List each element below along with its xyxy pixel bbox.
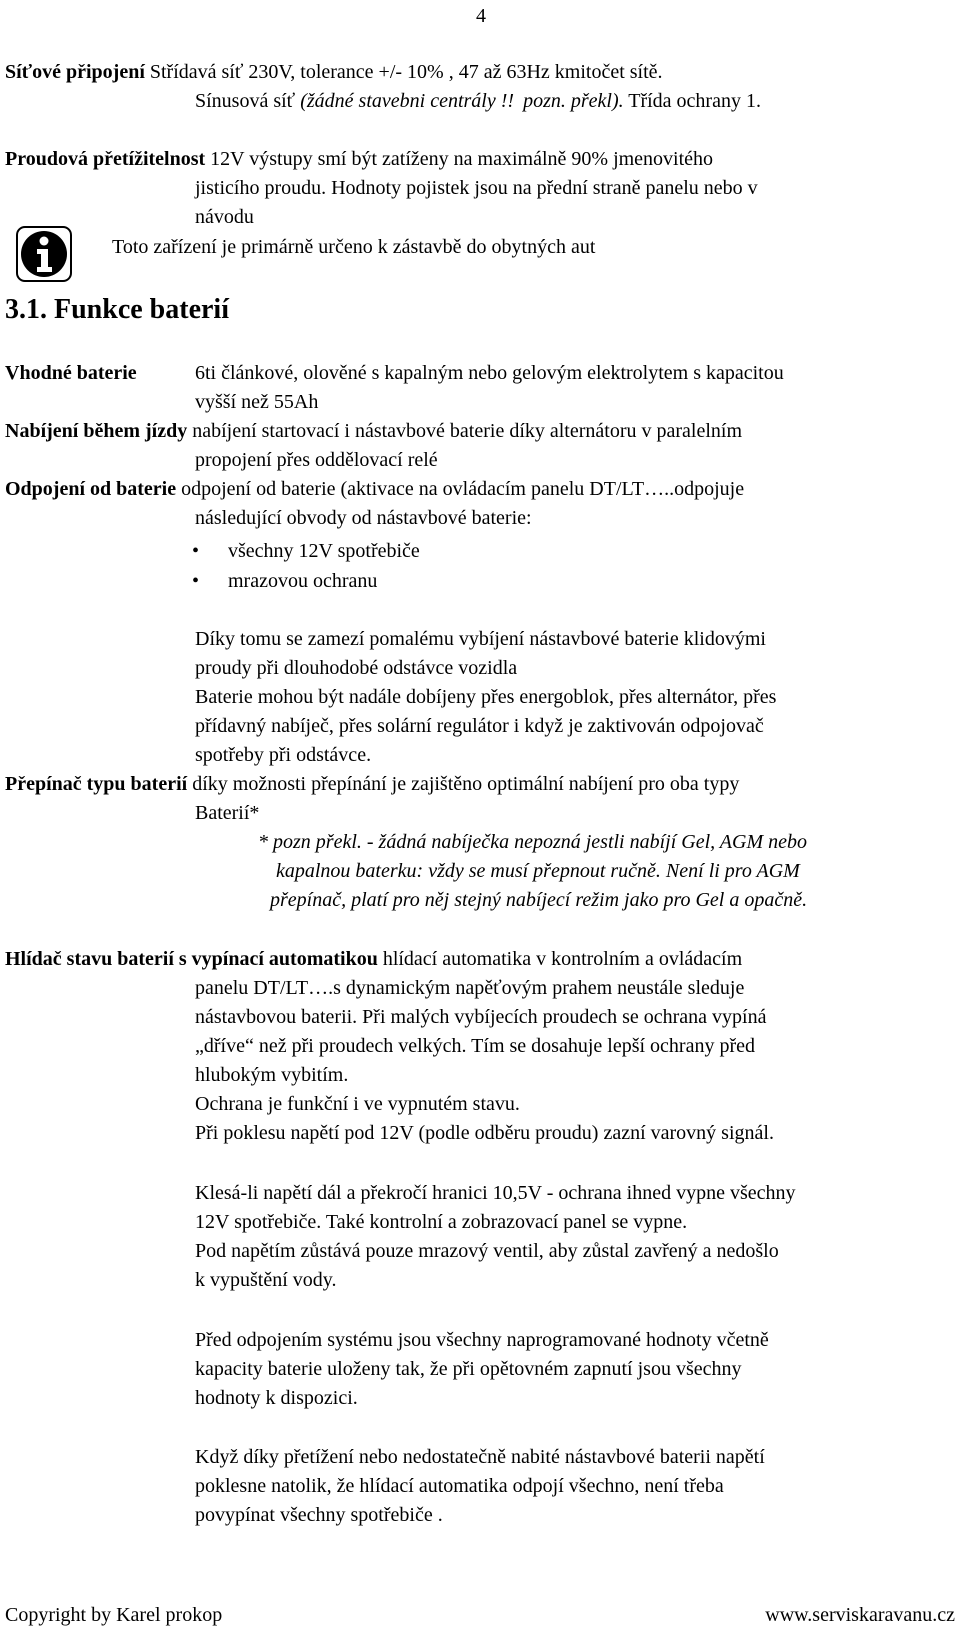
list-item: všechny 12V spotřebiče [228, 540, 420, 562]
info-icon [15, 225, 73, 283]
list-item: mrazovou ochranu [228, 570, 378, 592]
site-connection-label: Síťové připojení [5, 61, 145, 83]
monitor-para-4-line-2: poklesne natolik, že hlídací automatika odpojí všechno, není třeba [195, 1475, 724, 1497]
bullet-icon: • [192, 540, 200, 562]
charging-label: Nabíjení během jízdy [5, 420, 188, 442]
monitor-label: Hlídač stavu baterií s vypínací automatikou [5, 948, 378, 970]
monitor-para-3-line-3: hodnoty k dispozici. [195, 1387, 358, 1409]
page-number: 4 [476, 5, 486, 27]
charging-line-2: propojení přes oddělovací relé [195, 449, 438, 471]
monitor-line-3: nástavbovou baterii. Při malých vybíjecích proudech se ochrana vypíná [195, 1006, 767, 1028]
disconnect-para-2-line-3: spotřeby při odstávce. [195, 744, 372, 766]
suitable-line-2: vyšší než 55Ah [195, 391, 319, 413]
footer-copyright: Copyright by Karel prokop [5, 1604, 223, 1626]
charging-line-1: Nabíjení během jízdy nabíjení startovací i nástavbové baterie díky alternátoru v paralelním [5, 420, 743, 442]
overload-label: Proudová přetížitelnost [5, 148, 206, 170]
site-connection-line-2: Sínusová síť (žádné stavebni centrály !! pozn. překl). Třída ochrany 1. [195, 90, 761, 112]
monitor-para-2-line-2: 12V spotřebiče. Také kontrolní a zobrazovací panel se vypne. [195, 1211, 688, 1233]
monitor-para-3-line-2: kapacity baterie uloženy tak, že při opětovném zapnutí jsou všechny [195, 1358, 742, 1380]
monitor-para-3-line-1: Před odpojením systému jsou všechny naprogramované hodnoty včetně [195, 1329, 769, 1351]
overload-line-1: Proudová přetížitelnost 12V výstupy smí být zatíženy na maximálně 90% jmenovitého [5, 148, 714, 170]
bullet-icon: • [192, 570, 200, 592]
suitable-label: Vhodné baterie [5, 362, 137, 384]
overload-line-2: jisticího proudu. Hodnoty pojistek jsou na přední straně panelu nebo v [195, 177, 758, 199]
site-connection-line-1 [5, 58, 663, 87]
section-heading: 3.1. Funkce baterií [5, 294, 229, 325]
switch-label: Přepínač typu baterií [5, 773, 188, 795]
disconnect-label: Odpojení od baterie [5, 478, 177, 500]
translator-note-line-3: přepínač, platí pro něj stejný nabíjecí režim jako pro Gel a opačně. [270, 889, 808, 911]
switch-line-2: Baterií* [195, 802, 260, 824]
monitor-line-1: Hlídač stavu baterií s vypínací automatikou hlídací automatika v kontrolním a ovládacím [5, 948, 743, 970]
disconnect-para-1-line-2: proudy při dlouhodobé odstávce vozidla [195, 657, 518, 679]
info-note: Toto zařízení je primárně určeno k zástavbě do obytných aut [112, 236, 596, 258]
suitable-line-1: 6ti článkové, olověné s kapalným nebo gelovým elektrolytem s kapacitou [195, 362, 784, 384]
footer-website[interactable]: www.serviskaravanu.cz [765, 1604, 955, 1626]
monitor-line-6: Ochrana je funkční i ve vypnutém stavu. [195, 1093, 520, 1115]
monitor-para-4-line-3: povypínat všechny spotřebiče . [195, 1504, 443, 1526]
site-connection-text-1: Střídavá síť 230V, tolerance +/- 10% , 47 až 63Hz kmitočet sítě. [149, 61, 663, 83]
disconnect-para-2-line-1: Baterie mohou být nadále dobíjeny přes energoblok, přes alternátor, přes [195, 686, 777, 708]
disconnect-para-1-line-1: Díky tomu se zamezí pomalému vybíjení nástavbové baterie klidovými [195, 628, 766, 650]
translator-note-line-1: * pozn překl. - žádná nabíječka nepozná jestli nabíjí Gel, AGM nebo [258, 831, 807, 853]
overload-line-3: návodu [195, 206, 254, 228]
monitor-para-2-line-1: Klesá-li napětí dál a překročí hranici 10,5V - ochrana ihned vypne všechny [195, 1182, 796, 1204]
disconnect-line-2: následující obvody od nástavbové baterie: [195, 507, 532, 529]
monitor-line-2: panelu DT/LT….s dynamickým napěťovým prahem neustále sleduje [195, 977, 745, 999]
monitor-para-4-line-1: Když díky přetížení nebo nedostatečně nabité nástavbové baterii napětí [195, 1446, 765, 1468]
disconnect-line-1: Odpojení od baterie odpojení od baterie (aktivace na ovládacím panelu DT/LT…..odpojuje [5, 478, 745, 500]
monitor-para-2-line-3: Pod napětím zůstává pouze mrazový ventil, aby zůstal zavřený a nedošlo [195, 1240, 779, 1262]
monitor-para-2-line-4: k vypuštění vody. [195, 1269, 337, 1291]
monitor-line-5: hlubokým vybitím. [195, 1064, 349, 1086]
monitor-line-7: Při poklesu napětí pod 12V (podle odběru proudu) zazní varovný signál. [195, 1122, 774, 1144]
monitor-line-4: „dříve“ než při proudech velkých. Tím se dosahuje lepší ochrany před [195, 1035, 755, 1057]
switch-line-1: Přepínač typu baterií díky možnosti přepínání je zajištěno optimální nabíjení pro oba typy [5, 773, 740, 795]
disconnect-para-2-line-2: přídavný nabíječ, přes solární regulátor i když je zaktivován odpojovač [195, 715, 764, 737]
translator-note-line-2: kapalnou baterku: vždy se musí přepnout ručně. Není li pro AGM [276, 860, 800, 882]
